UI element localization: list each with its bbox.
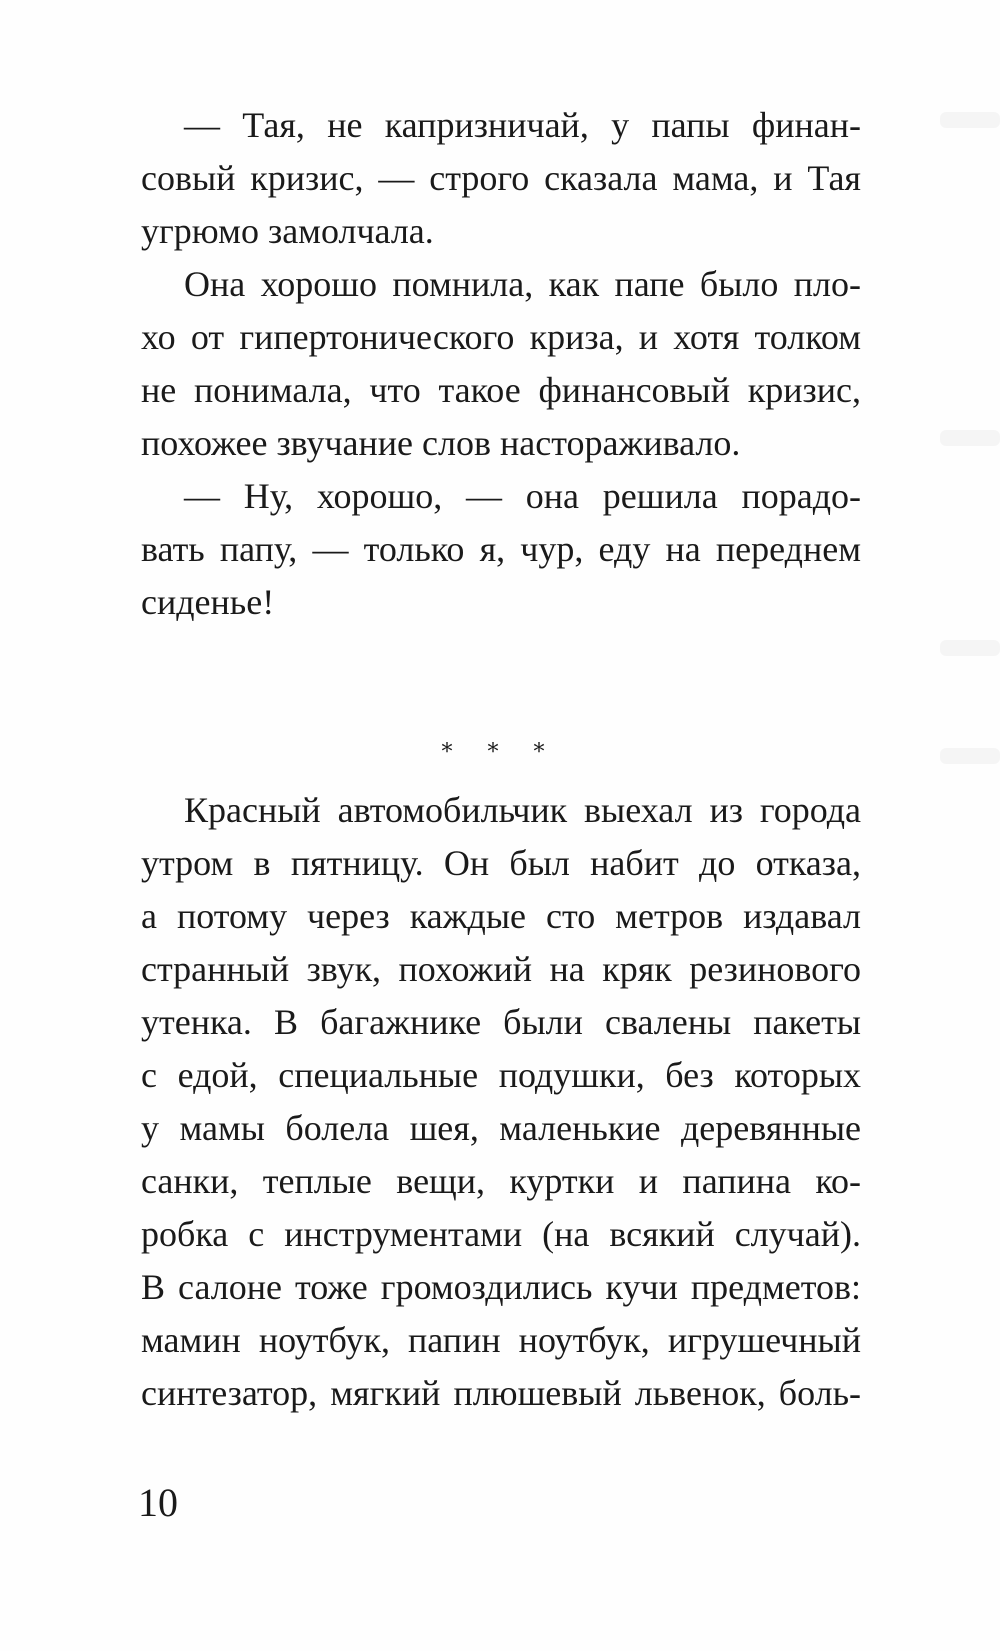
text-line: В салоне тоже громоздились кучи предметов: (141, 1267, 861, 1307)
text-line: мамин ноутбук, папин ноутбук, игрушечный (141, 1320, 861, 1360)
text-line: похожее звучание слов настораживало. (141, 423, 741, 463)
text-line: с едой, специальные подушки, без которых (141, 1055, 861, 1095)
text-line: Красный автомобильчик выехал из города (184, 790, 861, 830)
text-line: странный звук, похожий на кряк резинового (141, 949, 861, 989)
bleed-through-mark (940, 430, 1000, 446)
text-line: — Тая, не капризничай, у папы финан- (184, 105, 861, 145)
text-line: утром в пятницу. Он был набит до отказа, (141, 843, 861, 883)
text-line: утенка. В багажнике были свалены пакеты (141, 1002, 861, 1042)
text-line: совый кризис, — строго сказала мама, и Тая (141, 158, 861, 198)
text-line: робка с инструментами (на всякий случай). (141, 1214, 861, 1254)
text-line: синтезатор, мягкий плюшевый львенок, боль- (141, 1373, 861, 1413)
bleed-through-mark (940, 112, 1000, 128)
text-line: хо от гипертонического криза, и хотя толком (141, 317, 861, 357)
page-number: 10 (138, 1480, 178, 1525)
text-line: сиденье! (141, 582, 275, 622)
text-line: Она хорошо помнила, как папе было пло- (184, 264, 861, 304)
text-line: угрюмо замолчала. (141, 211, 434, 251)
text-line: не понимала, что такое финансовый кризис, (141, 370, 861, 410)
text-line: а потому через каждые сто метров издавал (141, 896, 861, 936)
text-line: у мамы болела шея, маленькие деревянные (141, 1108, 861, 1148)
text-line: вать папу, — только я, чур, еду на переднем (141, 529, 861, 569)
bleed-through-mark (940, 640, 1000, 656)
section-break: * * * (441, 740, 559, 765)
text-line: санки, теплые вещи, куртки и папина ко- (141, 1161, 861, 1201)
text-line: — Ну, хорошо, — она решила порадо- (184, 476, 861, 516)
